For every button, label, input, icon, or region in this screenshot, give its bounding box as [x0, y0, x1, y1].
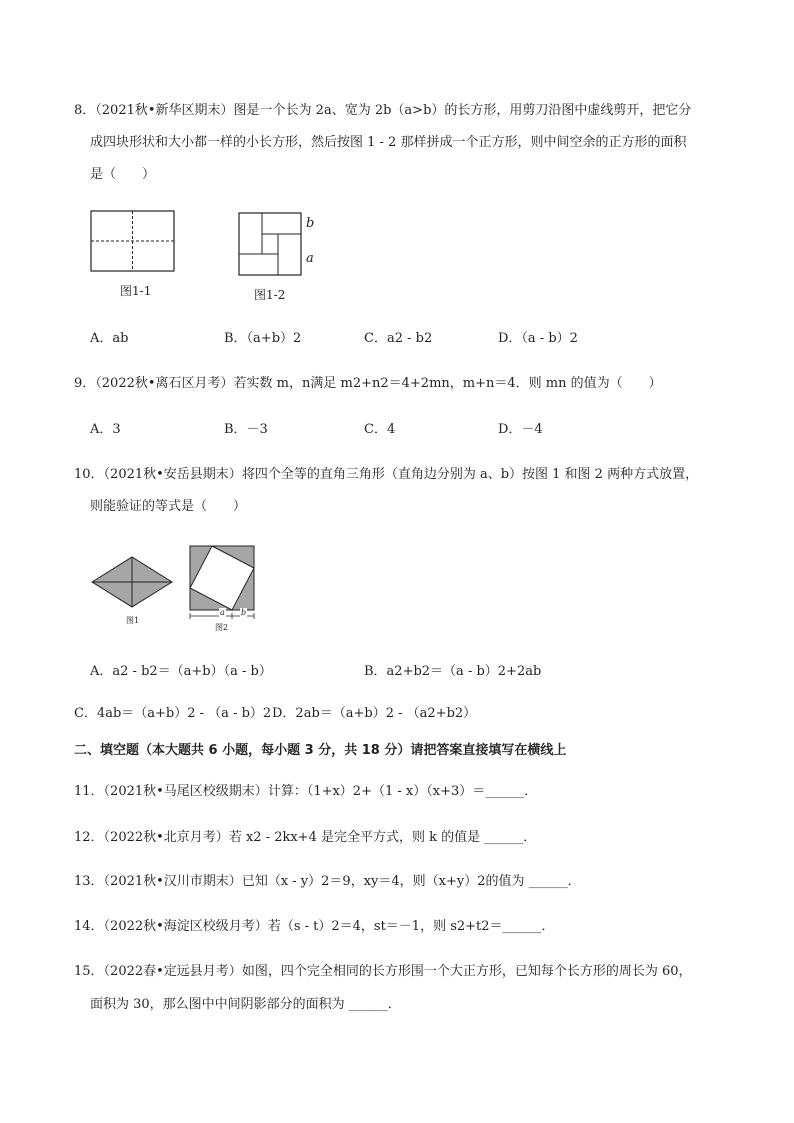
- q13-source: （2021秋•汉川市期末）: [103, 874, 242, 889]
- q11-number: 11．: [74, 784, 104, 799]
- q14-text: 若（s - t）2＝4，st＝－1，则 s2+t2＝______．: [267, 919, 555, 934]
- q8-line1-text: 图是一个长为 2a、宽为 2b（a>b）的长方形，用剪刀沿图中虚线剪开，把它分: [233, 103, 692, 118]
- q8-number: 8．: [74, 103, 96, 118]
- q10-option-c: C．4ab＝（a+b）2 - （a - b）2: [74, 706, 272, 721]
- q9-text: 若实数 m，n满足 m2+n2＝4+2mn，m+n＝4．则 mn 的值为（ ）: [233, 376, 662, 391]
- q9-option-c: C．4: [364, 422, 396, 437]
- q11-source: （2021秋•马尾区校级期末）: [103, 784, 268, 799]
- q10-fig1-caption: 图1: [126, 616, 140, 625]
- q12-number: 12．: [74, 830, 104, 845]
- q10-option-d: D．2ab＝（a+b）2 - （a2+b2）: [272, 706, 477, 721]
- q14-line: [74, 918, 555, 936]
- q10-number: 10．: [74, 467, 104, 482]
- q10-source: （2021秋•安岳县期末）: [103, 467, 242, 482]
- q12-text: 若 x2 - 2kx+4 是完全平方式，则 k 的值是 ______．: [228, 830, 537, 845]
- q13-number: 13．: [74, 874, 104, 889]
- q8-fig2-caption: 图1-2: [254, 288, 286, 302]
- q8-fig1-caption: 图1-1: [120, 284, 152, 298]
- q8-fig2-label-a: a: [306, 251, 314, 266]
- q8-option-c: C．a2 - b2: [364, 331, 433, 346]
- q14-number: 14．: [74, 919, 104, 934]
- q14-source: （2022秋•海淀区校级月考）: [103, 919, 268, 934]
- q8-figure-2: [238, 212, 304, 278]
- section-2-heading: 二、填空题（本大题共 6 小题，每小题 3 分，共 18 分）请把答案直接填写在横线上: [74, 743, 567, 758]
- q12-source: （2022秋•北京月考）: [103, 830, 229, 845]
- q9-option-b: B．－3: [224, 422, 268, 437]
- q8-source: （2021秋•新华区期末）: [95, 103, 234, 118]
- q10-option-a: A．a2 - b2＝（a+b）（a - b）: [90, 664, 272, 679]
- q15-line1: [74, 963, 692, 981]
- q10-figure-1: [90, 555, 174, 609]
- q15-source: （2022春•定远县月考）: [103, 964, 242, 979]
- q13-text: 已知（x - y）2＝9，xy＝4，则（x+y）2的值为 ______．: [241, 874, 581, 889]
- q9-number: 9．: [74, 376, 96, 391]
- q8-line1: [74, 102, 691, 120]
- q12-line: [74, 829, 536, 847]
- q13-line: [74, 873, 581, 891]
- q8-option-b: B．（a+b）2: [224, 331, 302, 346]
- q11-line: [74, 783, 537, 801]
- q9-line: [74, 375, 662, 393]
- q15-line1-text: 如图，四个完全相同的长方形围一个大正方形，已知每个长方形的周长为 60，: [241, 964, 692, 979]
- q10-line2: 则能验证的等式是（ ）: [90, 499, 247, 514]
- q10-line1: [74, 466, 698, 484]
- q11-text: 计算：（1+x）2+（1 - x）（x+3）＝______．: [267, 784, 538, 799]
- q8-line2: 成四块形状和大小都一样的小长方形，然后按图 1 - 2 那样拼成一个正方形，则中间空余的正方形的面积: [90, 135, 687, 150]
- q9-option-d: D．－4: [498, 422, 543, 437]
- q8-line3: 是（ ）: [90, 167, 156, 182]
- q10-fig2-label-a: a: [220, 608, 225, 617]
- q9-source: （2022秋•离石区月考）: [95, 376, 234, 391]
- q10-line1-text: 将四个全等的直角三角形（直角边分别为 a、b）按图 1 和图 2 两种方式放置，: [241, 467, 699, 482]
- q9-option-a: A．3: [90, 422, 121, 437]
- q10-fig2-label-b: b: [241, 608, 247, 617]
- q8-fig2-label-b: b: [306, 216, 315, 231]
- q15-number: 15．: [74, 964, 104, 979]
- q15-line2: 面积为 30，那么图中中间阴影部分的面积为 ______．: [90, 997, 401, 1012]
- q10-fig2-caption: 图2: [215, 623, 229, 632]
- q8-option-a: A．ab: [90, 331, 129, 346]
- q8-option-d: D．（a - b）2: [498, 331, 578, 346]
- q8-figure-1: [90, 210, 176, 274]
- q10-option-b: B．a2+b2＝（a - b）2+2ab: [364, 664, 542, 679]
